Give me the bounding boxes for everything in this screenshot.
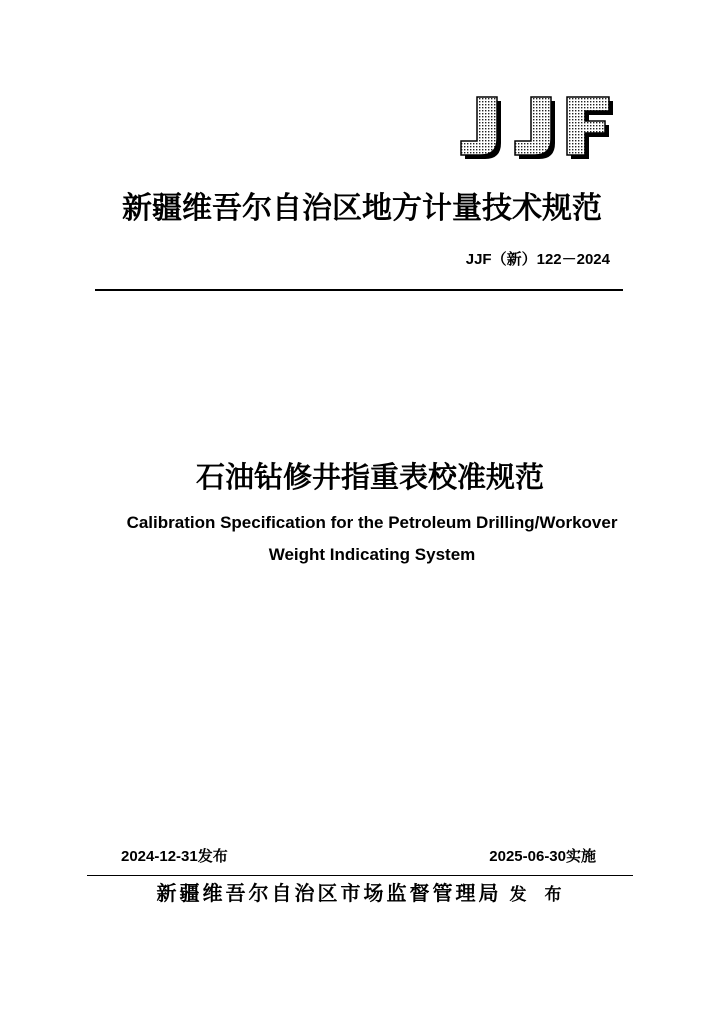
document-title-english-line2: Weight Indicating System bbox=[268, 545, 476, 564]
publish-verb: 发 布 bbox=[509, 885, 568, 905]
header-divider bbox=[95, 289, 623, 291]
issue-date: 2024-12-31发布 bbox=[121, 848, 228, 865]
footer-divider bbox=[87, 875, 633, 876]
document-number: JJF（新）122－2024 bbox=[465, 251, 610, 268]
authority-title: 新疆维吾尔自治区地方计量技术规范 bbox=[122, 191, 602, 226]
jjf-logo-icon bbox=[455, 95, 615, 161]
publisher-line bbox=[0, 877, 724, 906]
publisher-name: 新疆维吾尔自治区市场监督管理局 bbox=[156, 881, 502, 905]
effective-date: 2025-06-30实施 bbox=[489, 848, 596, 865]
document-title-chinese: 石油钻修井指重表校准规范 bbox=[195, 460, 544, 494]
document-title-english-line1: Calibration Specification for the Petroleum Drilling/Workover bbox=[126, 513, 618, 532]
